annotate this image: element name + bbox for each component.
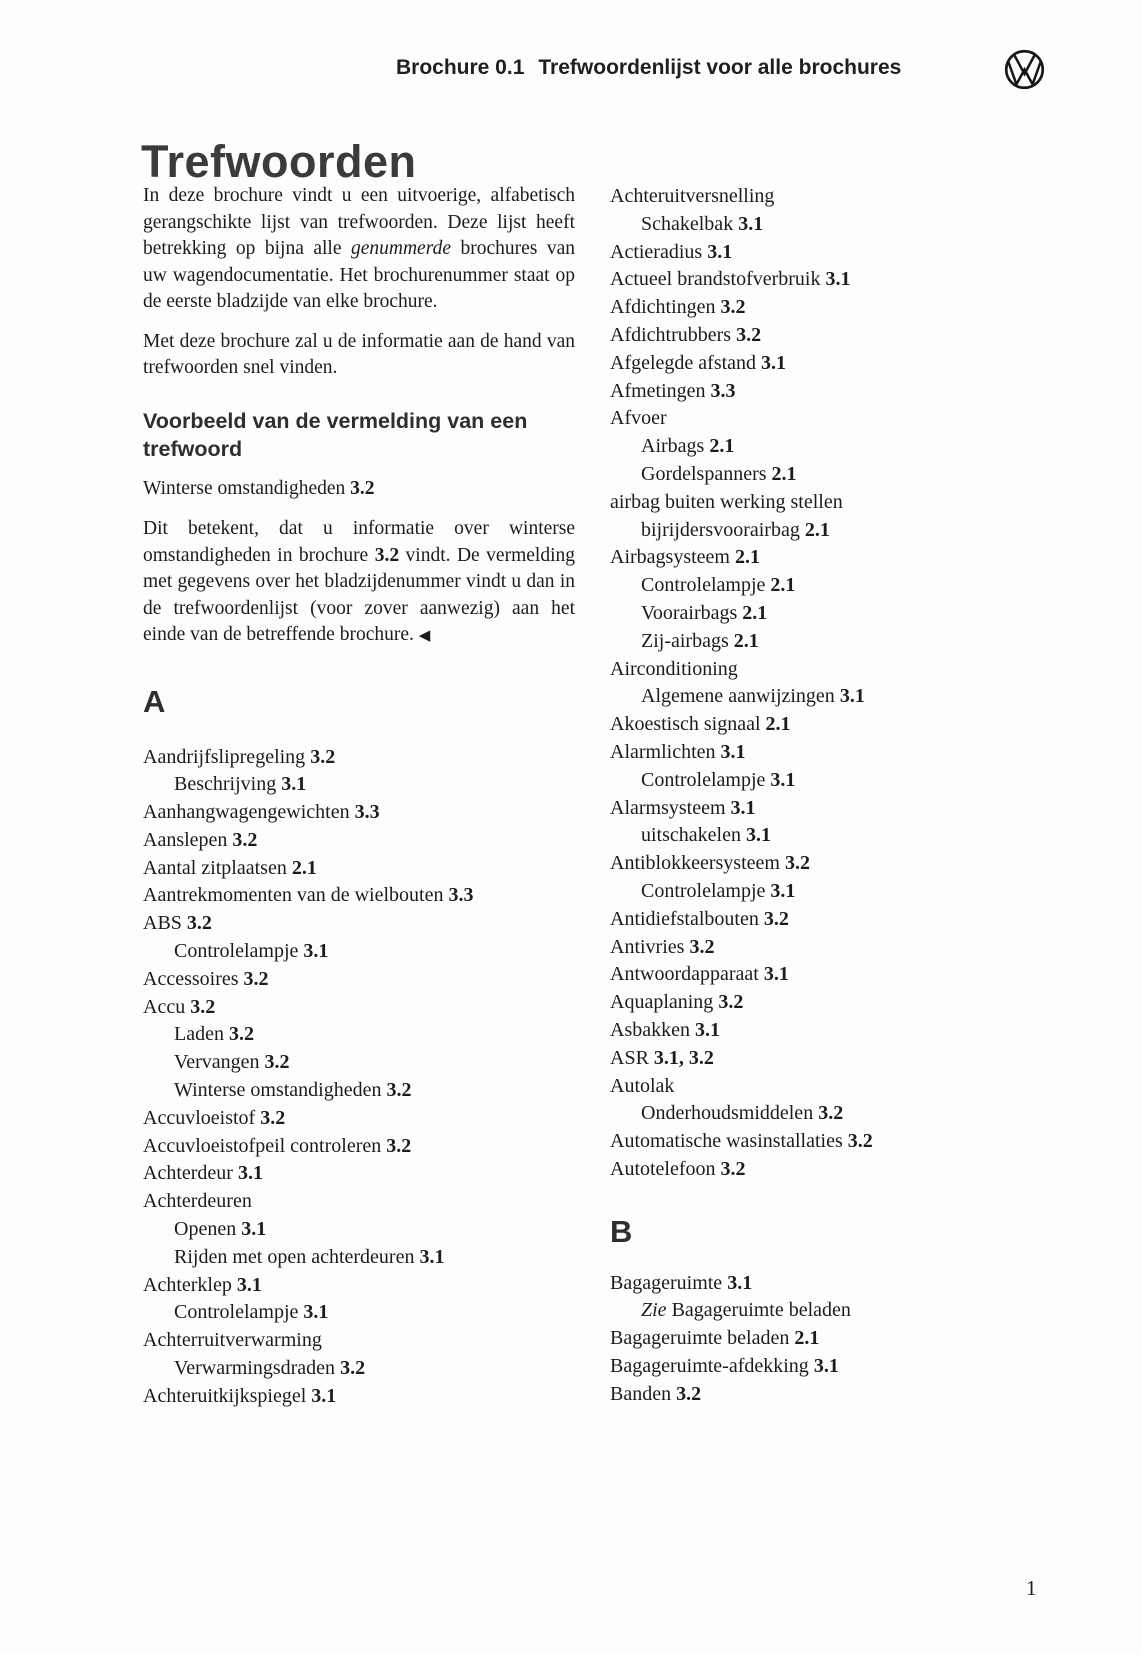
index-entry [610,1353,1054,1381]
index-entry-text: Automatische wasinstallaties [610,1130,843,1153]
index-entry [143,799,575,827]
index-entry [610,822,1054,850]
index-entry [610,1128,1054,1156]
index-entry [610,1100,1054,1128]
index-entry [143,1383,575,1411]
index-entry [610,878,1054,906]
explanation-ref: 3.2 [374,544,400,566]
index-entry-text: Controlelampje [174,940,299,963]
index-entry-ref: 3.1 [232,1162,263,1185]
index-entry [610,795,1054,823]
intro-p1-italic: genummerde [350,238,451,259]
index-entry-ref: 3.1 [765,879,796,902]
index-entry [610,739,1054,767]
index-entry-ref: 3.3 [349,801,380,824]
index-entry-ref: 3.1 [689,1018,720,1041]
index-entry-ref: 3.1 [820,268,851,291]
index-entry-text: Achterdeuren [143,1190,252,1213]
index-entry-text: Laden [174,1023,224,1046]
index-entry-ref: 3.2 [335,1357,366,1380]
page-title: Trefwoorden [141,136,417,188]
index-entry [610,600,1054,628]
index-entry [610,572,1054,600]
index-entry-ref: 3.1 [236,1218,267,1241]
index-entry [610,1045,1054,1073]
index-entry-text: Bagageruimte beladen [666,1299,851,1322]
index-entry-text: Aanslepen [143,828,228,851]
index-entry [610,1297,1054,1325]
index-entry-text: Banden [610,1382,672,1405]
section-a-heading: A [143,683,166,719]
index-entry [610,934,1054,962]
index-entry-text: Vervangen [174,1051,260,1074]
index-entry [610,906,1054,934]
index-entry-ref: 3.1 [740,824,771,847]
index-entry-text: airbag buiten werking stellen [610,490,843,513]
index-entry [143,938,575,966]
index-entry-text: Controlelampje [174,1301,299,1324]
index-entry-ref: 3.2 [758,907,789,930]
index-entry [143,1272,575,1300]
index-entry [143,1021,575,1049]
index-entry [143,1133,575,1161]
index-entry [143,1049,575,1077]
index-entry-text: Voorairbags [641,601,738,624]
index-entry [610,1270,1054,1298]
left-column [143,183,575,1411]
index-entry-text: Alarmsysteem [610,796,726,819]
index-entry-ref: 2.1 [704,435,735,458]
index-entry-text: uitschakelen [641,824,741,847]
index-entry-ref: 3.3 [443,884,474,907]
index-entry [610,544,1054,572]
index-entry [610,350,1054,378]
index-entry-text: Rijden met open achterdeuren [174,1245,415,1268]
index-entry-text: Actueel brandstofverbruik [610,268,821,291]
index-entry-text: Achterdeur [143,1162,233,1185]
intro-p1-text-1: In deze brochure vindt u een uitvoerige, alfabetisch gerangschikte lijst van trefwoorden. Deze lijst heeft betrekking op bijna alle [143,185,575,259]
index-entry-text: Gordelspanners [641,462,767,485]
index-entry-text: Aantrekmomenten van de wielbouten [143,884,444,907]
index-entry [143,1216,575,1244]
index-entry-ref: 3.1 [808,1355,839,1378]
index-entry-ref: 3.2 [259,1051,290,1074]
index-entry [610,489,1054,517]
index-entry-text: Autolak [610,1074,675,1097]
index-entry-italic: Zie [641,1299,667,1322]
index-entry-ref: 2.1 [799,518,830,541]
index-entry-ref: 3.1 [725,796,756,819]
index-entry [610,239,1054,267]
index-entry-text: Onderhoudsmiddelen [641,1102,814,1125]
index-entry-text: Antivries [610,935,685,958]
index-entry-ref: 2.1 [760,713,791,736]
index-entry-text: Aandrijfslipregeling [143,745,306,768]
index-entry [610,989,1054,1017]
index-entry-text: Bagageruimte [610,1271,723,1294]
index-entry-text: Antwoordapparaat [610,963,759,986]
index-entry [610,1073,1054,1101]
index-entry [610,1381,1054,1409]
index-entry-ref: 3.1 [765,768,796,791]
index-entry-ref: 2.1 [737,601,768,624]
index-entry [610,211,1054,239]
index-entry [143,994,575,1022]
index-entry-text: Controlelampje [641,574,766,597]
index-entry-text: Afmetingen [610,379,706,402]
index-entry-ref: 2.1 [789,1327,820,1350]
index-entry [610,850,1054,878]
index-entry [610,1017,1054,1045]
index-entry-text: Achterklep [143,1273,232,1296]
index-entry-text: Afdichtrubbers [610,323,732,346]
index-entry-text: Aanhangwagengewichten [143,801,350,824]
index-entry-text: Afgelegde afstand [610,351,757,374]
index-entry [610,961,1054,989]
index-entry-ref: 3.1 [298,940,329,963]
index-entry-ref: 3.2 [713,991,744,1014]
index-entry-text: Achteruitkijkspiegel [143,1384,307,1407]
index-entry-text: Actieradius [610,240,703,263]
index-entry-text: Winterse omstandigheden [174,1079,382,1102]
index-entry-text: Afvoer [610,407,667,430]
right-column [610,183,1054,1409]
index-entry [610,517,1054,545]
index-entry-text: Antiblokkeersysteem [610,852,780,875]
index-entry-ref: 3.1 [758,963,789,986]
index-entry-ref: 3.1 [306,1384,337,1407]
index-entry [143,882,575,910]
index-entry-ref: 2.1 [765,574,796,597]
index-entry-ref: 3.2 [684,935,715,958]
index-entry-text: Akoestisch signaal [610,713,761,736]
index-entry-ref: 3.2 [779,852,810,875]
index-entry-ref: 3.1 [414,1245,445,1268]
index-entry [610,1325,1054,1353]
index-entry-ref: 3.2 [731,323,762,346]
index-entry-text: Accu [143,995,186,1018]
index-entry [143,771,575,799]
index-entry [143,1355,575,1383]
index-entry-text: Achterruitverwarming [143,1329,322,1352]
example-entry-text: Winterse omstandigheden [143,477,346,499]
index-entry-ref: 3.2 [227,828,258,851]
index-entry-text: Autotelefoon [610,1157,716,1180]
index-list-right-b [610,1270,1054,1409]
index-entry-text: ABS [143,912,182,935]
index-entry-ref: 3.2 [715,1157,746,1180]
index-entry-text: bijrijdersvoorairbag [641,518,800,541]
index-entry [610,183,1054,211]
index-entry-text: Asbakken [610,1018,690,1041]
index-entry-text: Antidiefstalbouten [610,907,759,930]
index-entry-text: Accuvloeistofpeil controleren [143,1134,382,1157]
intro-paragraph-1 [143,183,575,316]
index-entry-text: Airbagsysteem [610,546,730,569]
index-entry-text: Aquaplaning [610,991,714,1014]
index-entry-text: Schakelbak [641,212,734,235]
header-title: Trefwoordenlijst voor alle brochures [538,56,902,79]
index-entry-ref: 3.1 [276,773,307,796]
index-entry-ref: 3.1 [756,351,787,374]
index-entry-ref: 3.2 [181,912,212,935]
index-entry-ref: 3.1 [733,212,764,235]
explanation-text-2: vindt. De vermelding met gegevens over het bladzijdenummer vindt u dan in de trefwoordenlijst (voor zover aanwezig) aan het einde van de betreffende brochure. [143,544,575,645]
vw-logo-icon [1003,48,1046,91]
index-entry [610,711,1054,739]
intro-paragraph-2: Met deze brochure zal u de informatie aan de hand van trefwoorden snel vinden. [143,330,575,378]
page-number: 1 [1026,1576,1037,1600]
index-entry-ref: 3.2 [842,1130,873,1153]
index-entry-ref: 3.2 [185,995,216,1018]
index-entry-ref: 3.2 [305,745,336,768]
index-entry-ref: 2.1 [728,629,759,652]
index-entry-text: Zij-airbags [641,629,729,652]
index-entry-text: Bagageruimte-afdekking [610,1355,809,1378]
index-entry [143,827,575,855]
index-entry-ref: 3.1 [715,740,746,763]
end-marker-icon: ◀ [418,628,431,644]
index-entry-text: Airbags [641,435,705,458]
index-entry-ref: 3.2 [223,1023,254,1046]
index-entry [610,461,1054,489]
index-entry-ref: 3.2 [381,1134,412,1157]
intro-p1-text-2: brochures van uw wagendocumentatie. Het brochurenummer staat op de eerste bladzijde van elke brochure. [143,238,575,312]
index-entry-text: Beschrijving [174,773,277,796]
example-entry [143,476,575,503]
index-entry [143,1327,575,1355]
index-entry-text: Controlelampje [641,768,766,791]
index-entry [610,378,1054,406]
index-entry-ref: 3.1 [834,685,865,708]
index-entry-text: ASR [610,1046,649,1069]
index-entry [143,1244,575,1272]
index-entry-ref: 3.2 [238,967,269,990]
index-entry [610,1156,1054,1184]
index-entry-text: Airconditioning [610,657,738,680]
index-entry-ref: 3.2 [255,1106,286,1129]
index-entry-ref: 2.1 [766,462,797,485]
index-entry [143,1299,575,1327]
index-entry [143,744,575,772]
index-entry-text: Accuvloeistof [143,1106,256,1129]
index-entry-text: Aantal zitplaatsen [143,856,287,879]
index-entry-ref: 2.1 [286,856,317,879]
index-entry [610,628,1054,656]
index-entry [610,294,1054,322]
index-entry [143,910,575,938]
index-entry-ref: 3.3 [705,379,736,402]
index-list-left-a [143,744,575,1411]
index-entry-ref: 3.1, 3.2 [648,1046,714,1069]
index-entry-ref: 3.1 [722,1271,753,1294]
index-entry [143,1077,575,1105]
index-entry [610,433,1054,461]
index-entry [143,966,575,994]
index-entry-text: Verwarmingsdraden [174,1357,336,1380]
index-entry-ref: 3.2 [381,1079,412,1102]
index-entry-ref: 3.1 [231,1273,262,1296]
index-entry-ref: 3.1 [702,240,733,263]
index-entry-text: Openen [174,1218,237,1241]
index-entry-text: Accessoires [143,967,239,990]
index-entry [143,1188,575,1216]
index-entry [610,767,1054,795]
index-entry-text: Bagageruimte beladen [610,1327,790,1350]
index-entry-text: Controlelampje [641,879,766,902]
index-entry-ref: 2.1 [729,546,760,569]
index-entry [610,656,1054,684]
index-entry-ref: 3.2 [813,1102,844,1125]
index-entry-text: Afdichtingen [610,296,716,319]
index-entry-ref: 3.1 [298,1301,329,1324]
index-entry-text: Achteruitversnelling [610,185,775,207]
example-entry-ref: 3.2 [350,477,375,499]
index-entry-ref: 3.2 [671,1382,702,1405]
example-heading: Voorbeeld van de vermelding van een trefwoord [143,408,528,461]
index-entry-ref: 3.2 [715,296,746,319]
page-header [396,56,901,80]
index-entry [143,1160,575,1188]
explanation-text-1: Dit betekent, dat u informatie over winterse omstandigheden in brochure [143,518,575,566]
index-list-right-a [610,183,1054,1184]
section-b-heading: B [610,1213,633,1249]
index-entry [143,1105,575,1133]
index-entry [610,322,1054,350]
index-entry [610,405,1054,433]
header-brochure-label: Brochure 0.1 [396,56,525,79]
index-entry [143,855,575,883]
index-entry [610,683,1054,711]
explanation-paragraph [143,516,575,650]
index-entry [610,266,1054,294]
index-entry-text: Algemene aanwijzingen [641,685,835,708]
index-entry-text: Alarmlichten [610,740,716,763]
